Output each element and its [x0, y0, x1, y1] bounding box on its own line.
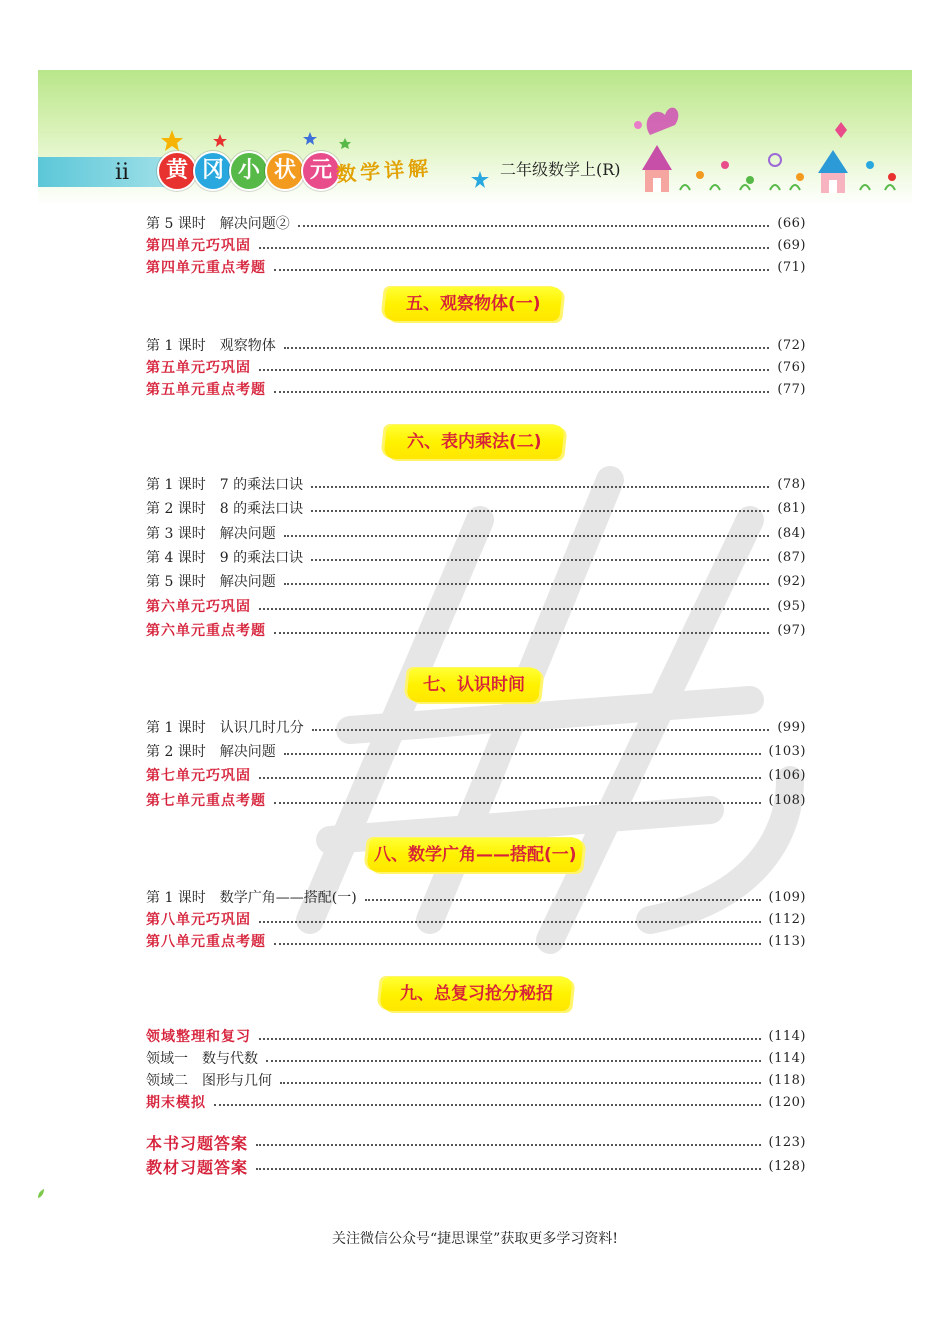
leader-dots	[259, 1038, 761, 1040]
section-heading-text: 八、数学广角——搭配(一)	[373, 845, 577, 865]
toc-entry[interactable]	[146, 620, 806, 640]
toc-entry-title: 领域整理和复习	[146, 1029, 251, 1045]
toc-entry[interactable]	[146, 1070, 806, 1090]
section-heading-text: 六、表内乘法(二)	[406, 432, 542, 452]
leader-dots	[365, 899, 761, 901]
toc-entry-page: (84)	[777, 525, 806, 541]
footer-note: 关注微信公众号“捷思课堂”获取更多学习资料!	[332, 1231, 618, 1247]
toc-entry[interactable]	[146, 1092, 806, 1112]
toc-entry-page: (69)	[777, 237, 806, 253]
toc-entry[interactable]	[146, 717, 806, 737]
leader-dots	[312, 729, 770, 731]
toc-entry-title: 第 2 课时 8 的乘法口诀	[146, 501, 304, 517]
section-heading-text: 五、观察物体(一)	[405, 294, 541, 314]
toc-entry-title: 第四单元重点考题	[146, 260, 266, 276]
toc-entry[interactable]	[146, 1132, 806, 1152]
leader-dots	[274, 943, 761, 945]
toc-entry-page: (103)	[768, 743, 806, 759]
leader-dots	[259, 608, 769, 610]
toc-entry-page: (123)	[768, 1134, 806, 1150]
leader-dots	[274, 391, 769, 393]
toc-entry[interactable]	[146, 1156, 806, 1176]
toc-entry-title: 教材习题答案	[146, 1157, 249, 1177]
toc-entry-title: 第五单元巧巩固	[146, 360, 251, 376]
toc-entry-title: 第六单元巧巩固	[146, 599, 251, 615]
toc-entry-title: 第 4 课时 9 的乘法口诀	[146, 550, 304, 566]
toc-entry-page: (118)	[768, 1072, 806, 1088]
leader-dots	[298, 225, 770, 227]
logo-char-1: 黄	[157, 151, 197, 191]
toc-entry[interactable]	[146, 887, 806, 907]
section-heading	[383, 287, 563, 321]
leader-dots	[259, 247, 769, 249]
leader-dots	[274, 632, 769, 634]
toc-entry[interactable]	[146, 379, 806, 399]
toc-entry[interactable]	[146, 790, 806, 810]
leader-dots	[284, 347, 770, 349]
toc-entry-page: (81)	[777, 500, 806, 516]
leader-dots	[266, 1060, 761, 1062]
toc-entry[interactable]	[146, 741, 806, 761]
toc-entry-title: 第六单元重点考题	[146, 623, 266, 639]
toc-entry-title: 第八单元重点考题	[146, 934, 266, 950]
toc-entry-title: 第 2 课时 解决问题	[146, 744, 276, 760]
leader-dots	[311, 559, 769, 561]
toc-entry-page: (76)	[777, 359, 806, 375]
leader-dots	[311, 510, 769, 512]
leader-dots	[284, 583, 770, 585]
logo-char-3: 小	[229, 151, 269, 191]
leader-dots	[214, 1104, 761, 1106]
toc-entry-title: 期末模拟	[146, 1095, 206, 1111]
toc-entry-title: 领域二 图形与几何	[146, 1073, 272, 1089]
toc-entry[interactable]	[146, 474, 806, 494]
toc-entry-page: (112)	[768, 911, 806, 927]
toc-entry[interactable]	[146, 213, 806, 233]
toc-entry-page: (128)	[768, 1158, 806, 1174]
logo-char-2: 冈	[193, 151, 233, 191]
toc-entry[interactable]	[146, 523, 806, 543]
toc-entry[interactable]	[146, 931, 806, 951]
toc-entry-page: (114)	[768, 1050, 806, 1066]
toc-entry-title: 第 3 课时 解决问题	[146, 526, 276, 542]
star-icon	[470, 170, 490, 190]
page-number: ii	[115, 160, 130, 185]
toc-entry-page: (113)	[768, 933, 806, 949]
section-heading-text: 九、总复习抢分秘招	[399, 984, 553, 1004]
book-subtitle: 二年级数学上(R)	[500, 160, 621, 179]
toc-entry-page: (106)	[768, 767, 806, 783]
toc-entry-title: 第 5 课时 解决问题②	[146, 216, 290, 232]
toc-entry[interactable]	[146, 571, 806, 591]
leader-dots	[284, 535, 770, 537]
toc-entry[interactable]	[146, 596, 806, 616]
houses-flowers-decoration-icon	[630, 95, 910, 200]
leader-dots	[274, 802, 761, 804]
section-heading-text: 七、认识时间	[423, 675, 525, 695]
toc-entry[interactable]	[146, 235, 806, 255]
leader-dots	[311, 486, 769, 488]
toc-entry-page: (120)	[768, 1094, 806, 1110]
section-heading	[406, 668, 542, 702]
section-heading	[366, 838, 584, 872]
stars-decoration-icon	[160, 128, 360, 158]
toc-entry-page: (66)	[777, 215, 806, 231]
toc-entry-title: 第 1 课时 观察物体	[146, 338, 276, 354]
toc-entry-page: (87)	[777, 549, 806, 565]
toc-entry-title: 第 1 课时 7 的乘法口诀	[146, 477, 304, 493]
toc-entry-page: (108)	[768, 792, 806, 808]
toc-entry[interactable]	[146, 357, 806, 377]
toc-entry-page: (77)	[777, 381, 806, 397]
toc-entry[interactable]	[146, 257, 806, 277]
toc-entry[interactable]	[146, 498, 806, 518]
leader-dots	[259, 921, 761, 923]
toc-entry-page: (109)	[768, 889, 806, 905]
leader-dots	[256, 1144, 761, 1146]
toc-entry-title: 第八单元巧巩固	[146, 912, 251, 928]
logo-script: 数学详解	[335, 155, 433, 187]
toc-entry-title: 领域一 数与代数	[146, 1051, 258, 1067]
toc-entry-page: (92)	[777, 573, 806, 589]
logo-char-5: 元	[301, 151, 341, 191]
toc-entry-page: (78)	[777, 476, 806, 492]
leader-dots	[256, 1168, 761, 1170]
toc-entry-page: (97)	[777, 622, 806, 638]
toc-entry-title: 第七单元重点考题	[146, 793, 266, 809]
toc-entry-title: 第四单元巧巩固	[146, 238, 251, 254]
toc-entry[interactable]	[146, 547, 806, 567]
section-heading	[379, 977, 573, 1011]
toc-entry[interactable]	[146, 1026, 806, 1046]
toc-entry[interactable]	[146, 335, 806, 355]
toc-entry[interactable]	[146, 909, 806, 929]
toc-entry[interactable]	[146, 765, 806, 785]
logo-char-4: 状	[265, 151, 305, 191]
leader-dots	[259, 369, 769, 371]
toc-entry-page: (95)	[777, 598, 806, 614]
leader-dots	[274, 269, 769, 271]
toc-entry-page: (71)	[777, 259, 806, 275]
toc-entry-title: 第 5 课时 解决问题	[146, 574, 276, 590]
toc-entry-title: 第 1 课时 认识几时几分	[146, 720, 304, 736]
leader-dots	[284, 753, 761, 755]
leader-dots	[280, 1082, 761, 1084]
leader-dots	[259, 777, 761, 779]
toc-entry-page: (114)	[768, 1028, 806, 1044]
toc-entry-title: 第五单元重点考题	[146, 382, 266, 398]
toc-entry[interactable]	[146, 1048, 806, 1068]
section-heading	[383, 425, 565, 459]
toc-entry-title: 第 1 课时 数学广角——搭配(一)	[146, 890, 357, 906]
toc-entry-title: 第七单元巧巩固	[146, 768, 251, 784]
leaf-icon	[36, 1188, 46, 1200]
toc-entry-title: 本书习题答案	[146, 1133, 249, 1153]
toc-entry-page: (72)	[777, 337, 806, 353]
toc-entry-page: (99)	[777, 719, 806, 735]
